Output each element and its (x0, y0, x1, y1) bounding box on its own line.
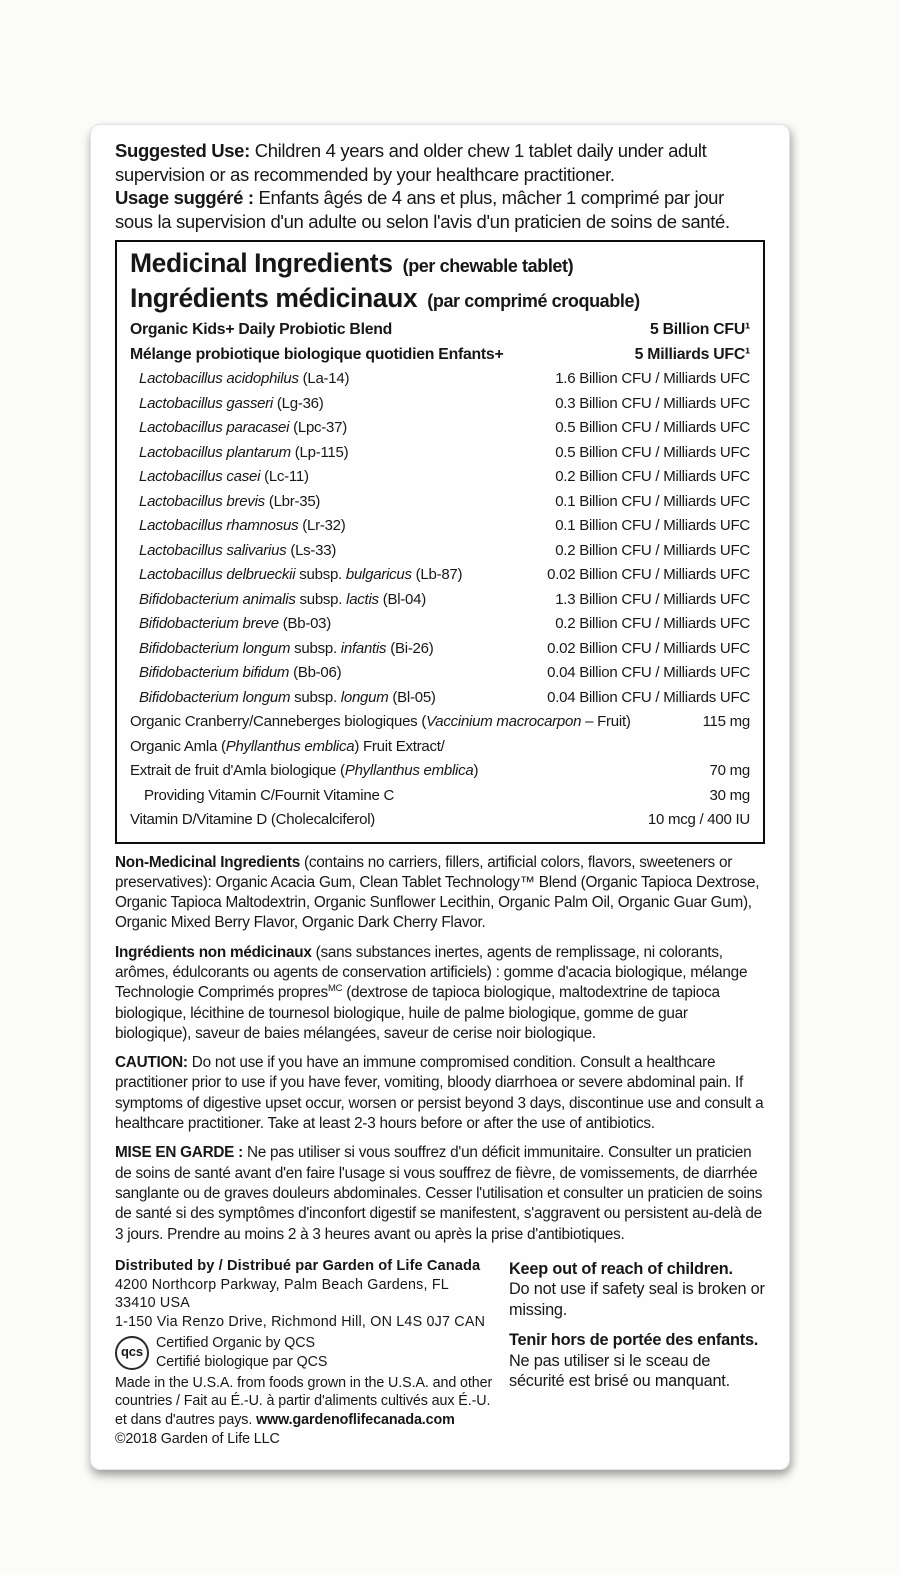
strain-row: Lactobacillus gasseri (Lg-36) 0.3 Billion CFU / Milliards UFC (139, 394, 750, 412)
blend-row: Organic Kids+ Daily Probiotic Blend 5 Billion CFU¹ (130, 321, 750, 338)
suggested-use-en: Suggested Use: Children 4 years and older chew 1 tablet daily under adult supervision or as recommended by your healthcare practitioner. (115, 140, 707, 185)
strain-row: Lactobacillus plantarum (Lp-115) 0.5 Billion CFU / Milliards UFC (139, 443, 750, 461)
strain-row: Bifidobacterium breve (Bb-03) 0.2 Billion CFU / Milliards UFC (139, 615, 750, 632)
caution-en: CAUTION: Do not use if you have an immune compromised condition. Consult a healthcare practitioner prior to use if you have fever, vomiting, bloody diarrhoea or severe abdominal pain. If symptoms of digestive upset occur, worsen or persist beyond 3 days, discontinue use and consult a healthcare practitioner. Take at least 2-3 hours before or after the use of antibiotics. (115, 1054, 764, 1133)
made-in-statement: Made in the U.S.A. from foods grown in the U.S.A. and other countries / Fait au É.-U. à partir d'aliments cultivés aux É.-U. et dans d'autres pays. www.gardenoflifecanada.com (115, 1374, 493, 1429)
ingredient-row: Organic Amla (Phyllanthus emblica) Fruit Extract/ (130, 737, 445, 755)
caution-fr: MISE EN GARDE : Ne pas utiliser si vous souffrez d'un déficit immunitaire. Consulter un praticien de soins de santé avant d'en faire l'usage si vous souffrez de fièvre, de vomissements, de diarrhée sanglante ou de graves douleurs abdominales. Cesser l'utilisation et consulter un praticien de soins de santé si des symptômes d'inconfort digestif se manifestent, s'aggravent ou persistent au-delà de 3 jours. Prendre au moins 2 à 3 heures avant ou après la prise d'antibiotiques. (115, 1144, 763, 1243)
label-footer (115, 1257, 765, 1449)
strain-row: Lactobacillus salivarius (Ls-33) 0.2 Billion CFU / Milliards UFC (139, 541, 750, 559)
probiotic-strain-rows (130, 367, 750, 710)
medicinal-title-fr (130, 283, 750, 318)
medicinal-title-fr-text: Ingrédients médicinaux (130, 283, 418, 313)
keep-out-of-reach-en (509, 1259, 765, 1321)
medicinal-ingredients-panel (115, 240, 765, 844)
certified-organic-fr: Certifié biologique par QCS (156, 1353, 328, 1370)
keep-out-of-reach-fr-title: Tenir hors de portée des enfants. (509, 1331, 759, 1350)
ingredient-row: Vitamin D/Vitamine D (Cholecalciferol) 10 mcg / 400 IU (130, 811, 750, 828)
suggested-use-fr: Usage suggéré : Enfants âgés de 4 ans et plus, mâcher 1 comprimé par jour sous la supervision d'un adulte ou selon l'avis d'un praticien de soins de santé. (115, 187, 730, 232)
strain-row: Bifidobacterium longum subsp. infantis (Bi-26) 0.02 Billion CFU / Milliards UFC (139, 639, 750, 657)
strain-row: Bifidobacterium longum subsp. longum (Bl-05) 0.04 Billion CFU / Milliards UFC (139, 688, 750, 706)
address-ca: 1-150 Via Renzo Drive, Richmond Hill, ON L4S 0J7 CAN (115, 1314, 486, 1331)
distributor-line: Distributed by / Distribué par Garden of Life Canada (115, 1257, 481, 1274)
probiotic-blend-rows (130, 318, 750, 367)
strain-row: Bifidobacterium animalis subsp. lactis (Bl-04) 1.3 Billion CFU / Milliards UFC (139, 590, 750, 608)
safety-warnings-block (509, 1257, 765, 1449)
strain-row: Lactobacillus brevis (Lbr-35) 0.1 Billion CFU / Milliards UFC (139, 492, 750, 510)
non-medicinal-ingredients-en: Non-Medicinal Ingredients (contains no carriers, fillers, artificial colors, flavors, sweeteners or preservatives): Organic Acacia Gum, Clean Tablet Technology™ Blend (Organic Tapioca Dextrose, Organic Tapioca Maltodextrin, Organic Sunflower Lecithin, Organic Palm Oil, Organic Guar Gum), Organic Mixed Berry Flavor, Organic Dark Cherry Flavor. (115, 853, 760, 932)
ingredient-row: Extrait de fruit d'Amla biologique (Phyllanthus emblica) 70 mg (130, 762, 750, 779)
strain-row: Lactobacillus paracasei (Lpc-37) 0.5 Billion CFU / Milliards UFC (139, 419, 750, 436)
strain-row: Lactobacillus acidophilus (La-14) 1.6 Billion CFU / Milliards UFC (139, 370, 750, 387)
keep-out-of-reach-fr (509, 1330, 765, 1392)
certification-lines (156, 1334, 327, 1372)
medicinal-title-en (130, 248, 750, 283)
copyright-line: ©2018 Garden of Life LLC (115, 1431, 280, 1448)
other-ingredient-rows (130, 710, 750, 833)
strain-row: Bifidobacterium bifidum (Bb-06) 0.04 Billion CFU / Milliards UFC (139, 664, 750, 681)
medicinal-title-en-text: Medicinal Ingredients (130, 248, 393, 278)
ingredient-row: Providing Vitamin C/Fournit Vitamine C 30 mg (144, 786, 750, 804)
non-medicinal-ingredients-fr: Ingrédients non médicinaux (sans substances inertes, agents de remplissage, ni colorants, arômes, édulcorants ou agents de conservation artificiels) : gomme d'acacia biologique, mélange Technologie Comprimés propres$^{MC}$ (dextrose de tapioca biologique, maltodextrine de tapioca biologique, lécithine de tournesol biologique, huile de palme biologique, gomme de guar biologique), saveur de baies mélangées, saveur de cerise noir biologique. (115, 943, 748, 1042)
strain-row: Lactobacillus casei (Lc-11) 0.2 Billion CFU / Milliards UFC (139, 468, 750, 485)
qcs-organic-seal-icon: qcs (115, 1336, 149, 1370)
medicinal-title-fr-note: (par comprimé croquable) (427, 291, 640, 311)
keep-out-of-reach-en-text: Do not use if safety seal is broken or missing. (509, 1280, 765, 1319)
organic-certification (115, 1334, 493, 1372)
medicinal-title-en-note: (per chewable tablet) (402, 256, 574, 276)
distributor-block (115, 1257, 493, 1449)
supplement-label (90, 124, 790, 1470)
strain-row: Lactobacillus delbrueckii subsp. bulgaricus (Lb-87) 0.02 Billion CFU / Milliards UFC (139, 566, 750, 583)
ingredient-row: Organic Cranberry/Canneberges biologiques (Vaccinium macrocarpon – Fruit) 115 mg (130, 713, 750, 730)
keep-out-of-reach-en-title: Keep out of reach of children. (509, 1259, 733, 1278)
blend-row: Mélange probiotique biologique quotidien Enfants+ 5 Milliards UFC¹ (130, 345, 750, 363)
strain-row: Lactobacillus rhamnosus (Lr-32) 0.1 Billion CFU / Milliards UFC (139, 517, 750, 534)
certified-organic-en: Certified Organic by QCS (156, 1335, 315, 1352)
keep-out-of-reach-fr-text: Ne pas utiliser si le sceau de sécurité est brisé ou manquant. (509, 1351, 730, 1391)
address-us: 4200 Northcorp Parkway, Palm Beach Gardens, FL 33410 USA (115, 1276, 449, 1312)
